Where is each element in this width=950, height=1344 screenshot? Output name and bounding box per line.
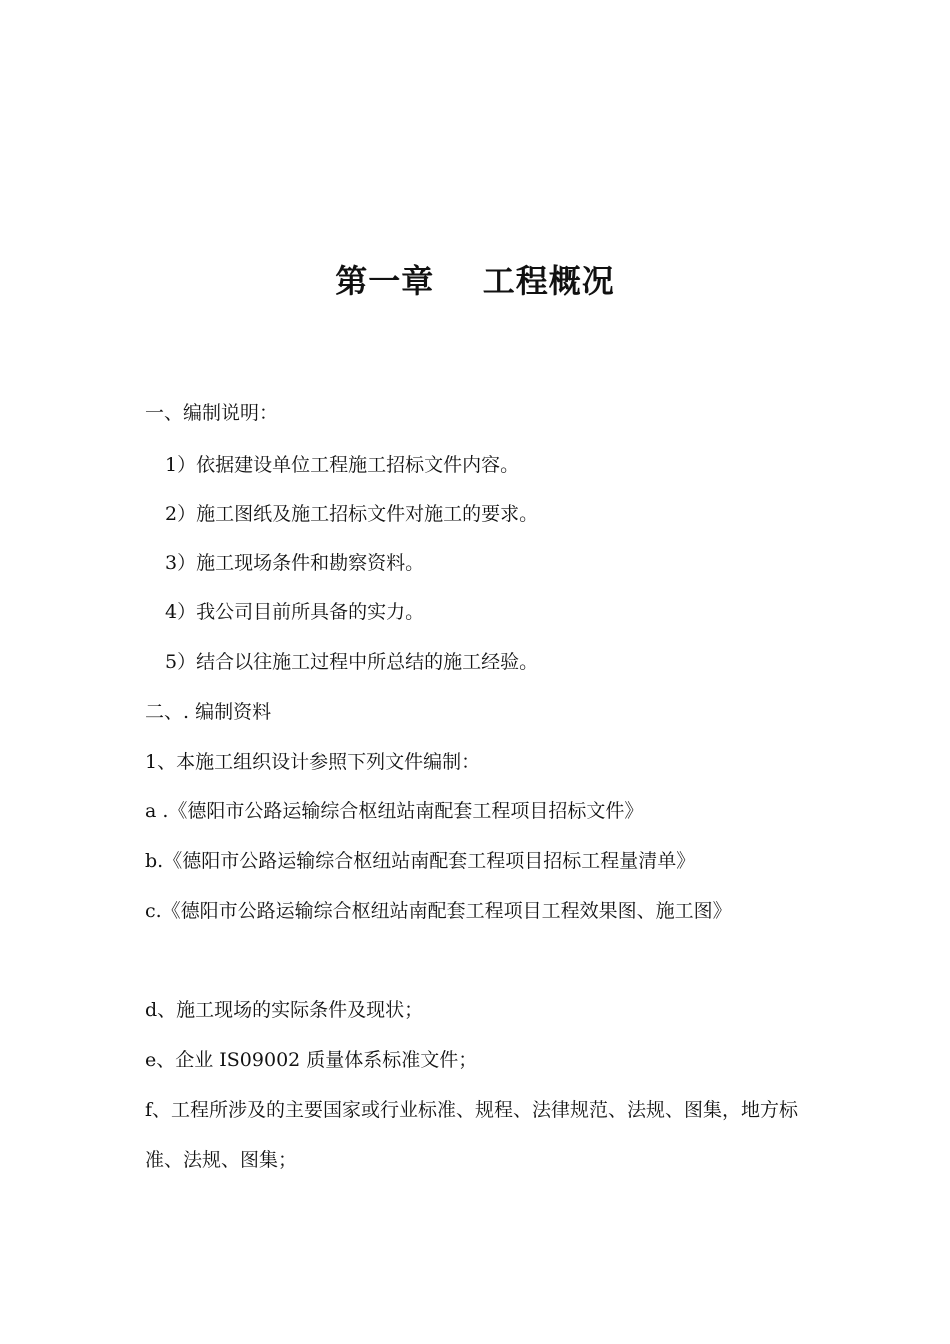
chapter-title: 第一章 工程概况 bbox=[335, 262, 615, 300]
section-intro: 1、本施工组织设计参照下列文件编制： bbox=[145, 751, 481, 773]
list-item: 5）结合以往施工过程中所总结的施工经验。 bbox=[165, 651, 539, 673]
list-item: 1）依据建设单位工程施工招标文件内容。 bbox=[165, 454, 520, 476]
reference-item: b.《德阳市公路运输综合枢纽站南配套工程项目招标工程量清单》 bbox=[145, 850, 696, 872]
reference-item: d、施工现场的实际条件及现状； bbox=[145, 999, 424, 1021]
reference-item: c.《德阳市公路运输综合枢纽站南配套工程项目工程效果图、施工图》 bbox=[145, 900, 732, 922]
list-item: 4）我公司目前所具备的实力。 bbox=[165, 601, 425, 623]
reference-item: a .《德阳市公路运输综合枢纽站南配套工程项目招标文件》 bbox=[145, 800, 644, 822]
reference-item: e、企业 IS09002 质量体系标准文件； bbox=[145, 1049, 478, 1071]
list-item: 2）施工图纸及施工招标文件对施工的要求。 bbox=[165, 503, 539, 525]
section-heading-compilation-notes: 一、编制说明： bbox=[145, 402, 279, 424]
reference-item: f、工程所涉及的主要国家或行业标准、规程、法律规范、法规、图集，地方标准、法规、图集； bbox=[145, 1099, 799, 1171]
section-heading-compilation-materials: 二、. 编制资料 bbox=[145, 701, 272, 723]
list-item: 3）施工现场条件和勘察资料。 bbox=[165, 552, 425, 574]
